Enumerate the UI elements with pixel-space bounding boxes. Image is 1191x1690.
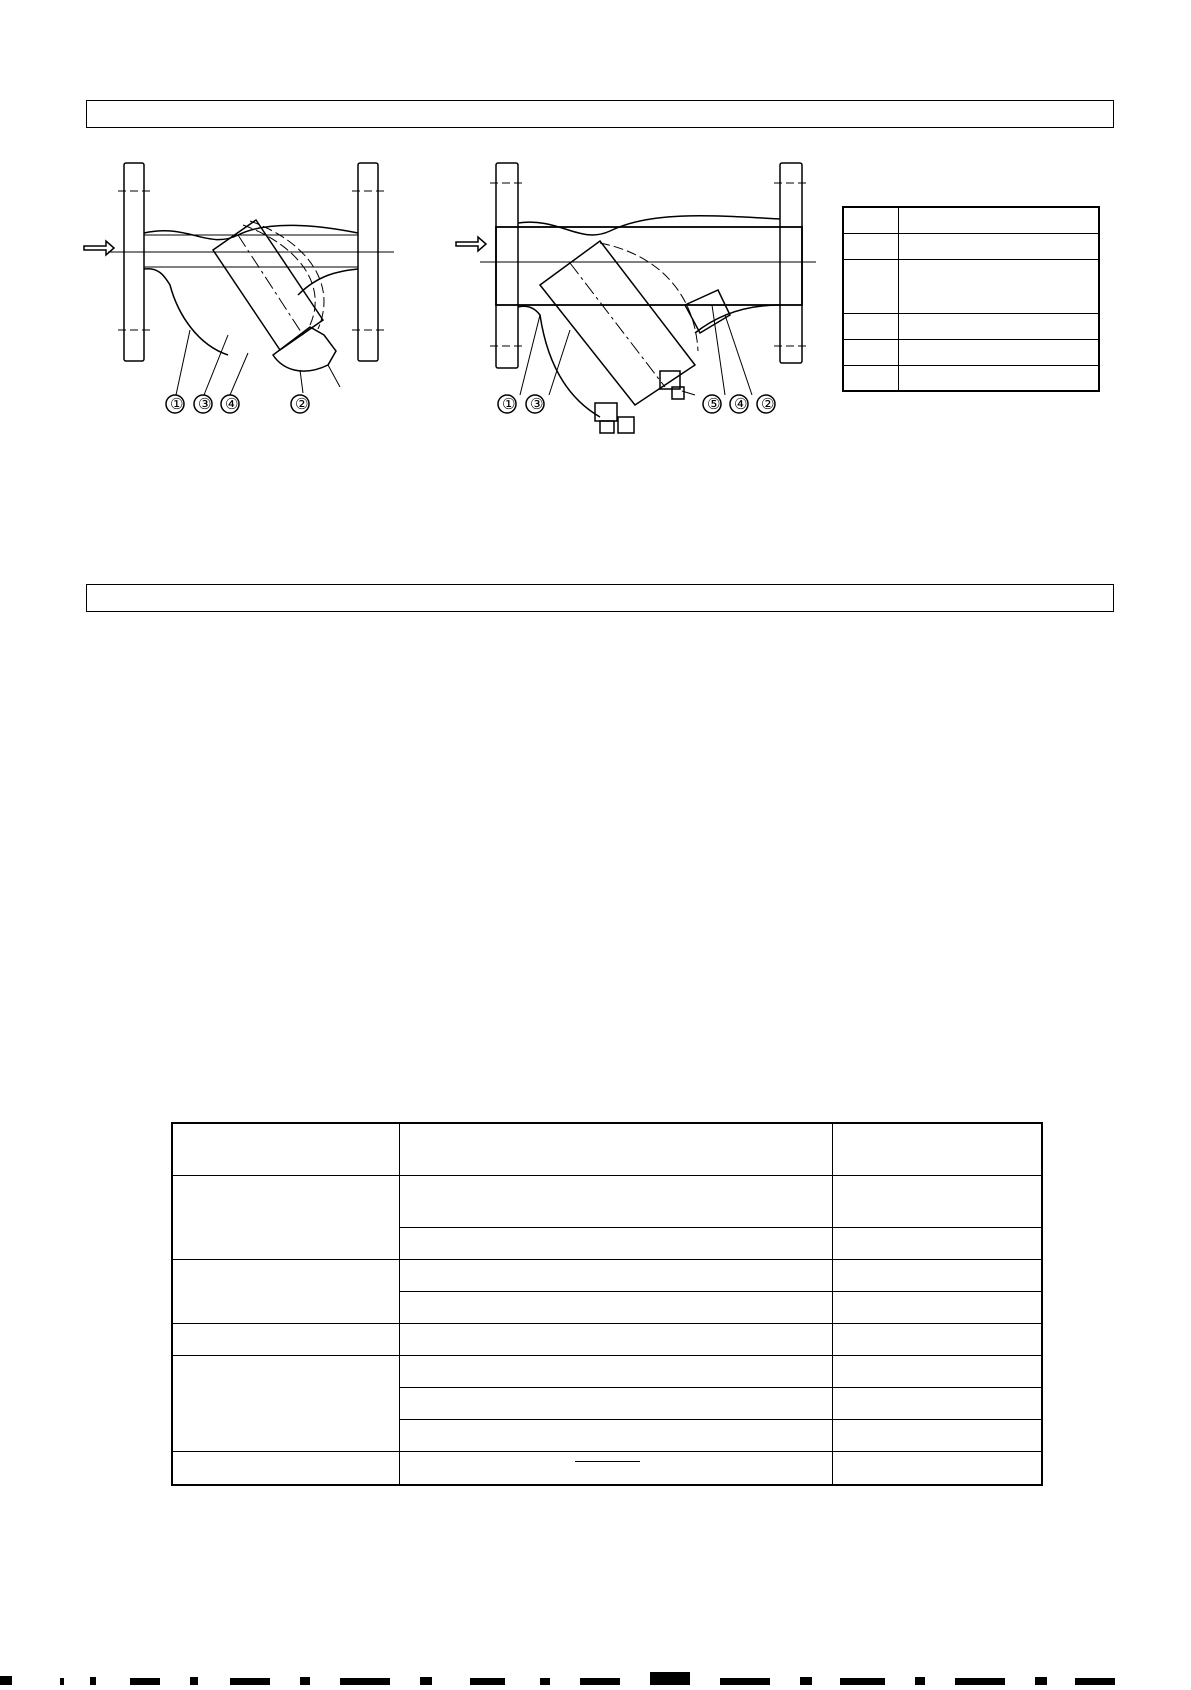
parts-row <box>843 259 1099 313</box>
spec-row <box>172 1323 1042 1355</box>
specification-table <box>171 1122 1043 1486</box>
cropped-footer-text <box>0 1672 1191 1685</box>
callout-3: ③ <box>198 395 212 413</box>
parts-row <box>843 365 1099 391</box>
callout-1: ① <box>502 395 516 413</box>
section-header-1 <box>86 100 1114 128</box>
callout-4: ④ <box>225 395 239 413</box>
strainer-drawing-standard <box>78 155 408 455</box>
spec-row <box>172 1355 1042 1387</box>
spec-row <box>172 1259 1042 1291</box>
flow-arrow-icon <box>84 241 114 255</box>
parts-header-row <box>843 207 1099 233</box>
strainer-drawing-with-valves <box>450 155 830 455</box>
spec-row <box>172 1451 1042 1485</box>
callout-4: ④ <box>734 395 748 413</box>
parts-row <box>843 339 1099 365</box>
callout-2: ② <box>761 395 775 413</box>
parts-list-table <box>842 206 1100 392</box>
parts-row <box>843 233 1099 259</box>
callout-3: ③ <box>530 395 544 413</box>
spec-row <box>172 1175 1042 1227</box>
flow-arrow-icon <box>456 237 486 251</box>
callout-1: ① <box>170 395 184 413</box>
parts-row <box>843 313 1099 339</box>
spec-header-row <box>172 1123 1042 1175</box>
callout-2: ② <box>295 395 309 413</box>
callout-5: ⑤ <box>707 395 721 413</box>
underline-mark <box>575 1461 640 1462</box>
section-header-2 <box>86 584 1114 612</box>
